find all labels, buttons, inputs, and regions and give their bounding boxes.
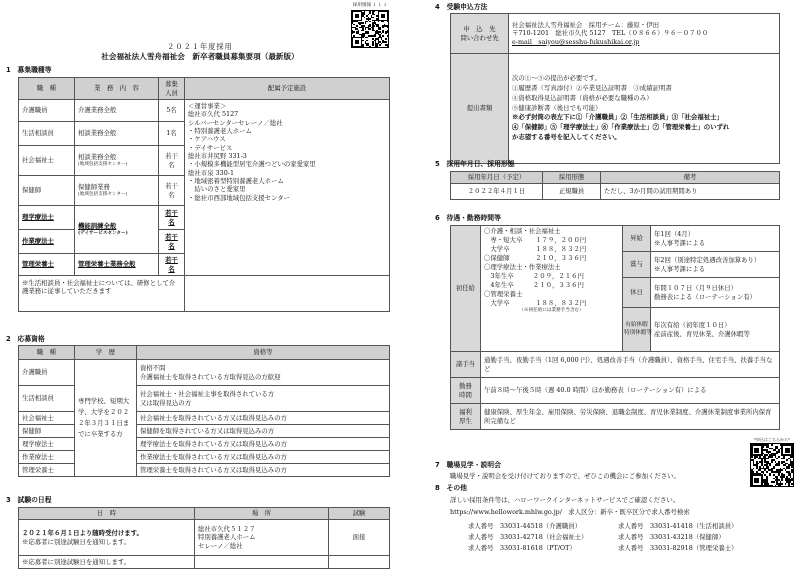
pay-line: 大学卒 １８８，８３２円 xyxy=(484,244,587,253)
job-cell: 生活相談員 xyxy=(19,122,75,146)
contact-line: 〒710-1201 総社市久代 5127 TEL（０８６６）９６－０７００ xyxy=(512,29,709,38)
qual-cell xyxy=(137,386,390,412)
pay-line: 〇保健師 ２１０，３３６円 xyxy=(484,253,587,262)
s6-heading: 6 待遇・勤務時間等 xyxy=(435,214,501,222)
qual-cell xyxy=(137,360,390,386)
s4-heading: 4 受験申込方法 xyxy=(435,3,488,11)
facility-line: ＜運営事業＞ xyxy=(188,102,227,110)
bottom-note: ※応募者に別途試験日を通知します。 xyxy=(19,556,195,569)
holiday-label: 休日 xyxy=(623,278,651,308)
qual-cell: 管理栄養士を取得されている方又は取得見込みの方 xyxy=(137,464,390,477)
exam-cell: 面接 xyxy=(329,520,390,556)
holiday-line: 年間１０７日（月９日休日） xyxy=(654,284,738,293)
place-line: セレーノ／総社 xyxy=(198,541,243,550)
col-place: 場 所 xyxy=(195,508,329,520)
contact-cell xyxy=(509,14,780,54)
qual-line: 介護福祉士を取得されている方取得見込の方歓迎 xyxy=(140,372,281,381)
date-note: ※応募者に別途試験日を通知します。 xyxy=(22,537,131,546)
facility-cell xyxy=(185,100,390,276)
work-sub: (地域包括支援センター) xyxy=(78,161,128,167)
note-cell: ただし、3か月間の試用期間あり xyxy=(601,184,780,200)
work-cell xyxy=(75,206,159,254)
col-form: 採用形態 xyxy=(543,172,601,184)
col-num: 募集人員 xyxy=(159,78,185,100)
num-cell: 若干名 xyxy=(159,176,185,206)
job-cell: 管理栄養士 xyxy=(19,464,75,477)
doc-line: ④資格取得見込証明書（資格が必要な職種のみ） xyxy=(512,93,653,102)
job-cell: 保健師 xyxy=(19,176,75,206)
date-text: ２０２１年６月１日より随時受付けます。 xyxy=(22,529,143,538)
pay-line: 4年生卒 ２１０，３３６円 xyxy=(484,280,584,289)
work-cell: 管理栄養士業務全般 xyxy=(75,254,159,276)
work-sub: (地域包括支援センター) xyxy=(78,191,128,197)
job-cell: 社会福祉士 xyxy=(19,146,75,176)
col-education: 学 歴 xyxy=(75,346,137,360)
facility-line: ・デイサービス xyxy=(188,143,233,152)
facility-line: ・ケアハウス xyxy=(188,135,226,144)
date-cell xyxy=(19,520,195,556)
num-cell: 若干名 xyxy=(159,230,185,254)
col-hire-date: 採用年月日（予定） xyxy=(451,172,543,184)
label-line: 有給休暇 xyxy=(625,322,648,329)
num-cell: 若干名 xyxy=(159,146,185,176)
hire-date-table xyxy=(450,171,780,200)
col-job: 職 種 xyxy=(19,346,75,360)
facility-line: シルバーセンターセレーノ／総社 xyxy=(188,118,283,127)
label-line: 申 込 先 xyxy=(463,25,496,34)
raise-cell xyxy=(651,226,780,252)
doc-line: ⑤健康診断書（後日でも可能） xyxy=(512,103,602,112)
qual-cell: 理学療法士を取得されている方又は取得見込みの方 xyxy=(137,438,390,451)
allowance-cell: 通勤手当、夜勤手当（1回 6,000 円）、処遇改善手当（介護職員）、資格手当、住宅手当、扶養手当など xyxy=(481,352,780,378)
pay-line: 専・短大卒 １７９，２００円 xyxy=(484,235,587,244)
job-number-row xyxy=(468,521,788,532)
job-cell: 管理栄養士 xyxy=(19,254,75,276)
job-table xyxy=(18,77,390,312)
job-number: 求人番号 33031-42718（社会福祉士） xyxy=(468,533,588,542)
facility-line: 総社市久代 5127 xyxy=(188,110,239,119)
qualification-table xyxy=(18,345,390,477)
s2-heading: 2 応募資格 xyxy=(6,335,45,343)
qual-cell: 社会福祉士を取得されている方又は取得見込みの方 xyxy=(137,412,390,425)
form-cell: 正規職員 xyxy=(543,184,601,200)
s8-heading: 8 その他 xyxy=(435,484,467,492)
job-cell: 介護職員 xyxy=(19,100,75,122)
holiday-cell xyxy=(651,278,780,308)
job-cell: 生活相談員 xyxy=(19,386,75,412)
work-text: 機能訓練全般 xyxy=(78,222,117,231)
num-cell: 5名 xyxy=(159,100,185,122)
job-number: 求人番号 33031-43218（保健師） xyxy=(618,533,725,542)
empty-cell xyxy=(185,276,390,312)
doc-line: か志望する番号を記入してください。 xyxy=(512,133,621,142)
col-job: 職 種 xyxy=(19,78,75,100)
leave-cell xyxy=(651,308,780,352)
empty-cell xyxy=(329,556,390,569)
col-date: 日 時 xyxy=(19,508,195,520)
col-exam: 試験 xyxy=(329,508,390,520)
facility-line: ・地域密着型特別養護老人ホーム xyxy=(188,176,284,185)
num-cell: 若干名 xyxy=(159,206,185,230)
job-number: 求人番号 33031-81618（PT/OT） xyxy=(468,544,576,553)
bonus-line: ※人事考課による xyxy=(654,264,706,273)
num-cell: 若干名 xyxy=(159,254,185,276)
job-cell: 作業療法士 xyxy=(19,230,75,254)
job-cell: 理学療法士 xyxy=(19,438,75,451)
job-number-row xyxy=(468,532,788,543)
s7-heading: 7 職場見学・説明会 xyxy=(435,461,501,469)
conditions-table xyxy=(450,225,780,430)
qual-cell: 保健師を取得されている方又は取得見込みの方 xyxy=(137,425,390,438)
label-line: 厚生 xyxy=(459,416,472,425)
pay-line: 3年生卒 ２０９，２１６円 xyxy=(484,271,584,280)
docs-cell xyxy=(509,54,780,164)
s5-table-wrap xyxy=(450,171,780,200)
year-title: ２０２１年度採用 xyxy=(167,42,233,51)
s7-qr-block xyxy=(748,437,796,488)
label-line: 時間 xyxy=(459,390,472,399)
raise-label: 昇給 xyxy=(623,226,651,252)
qual-line: 資格不問 xyxy=(140,364,166,373)
s1-heading: 1 募集職種等 xyxy=(6,66,52,74)
s4-table-wrap xyxy=(450,13,780,164)
place-cell xyxy=(195,520,329,556)
facility-line: 結いのさと愛家里 xyxy=(188,185,246,194)
s3-table-wrap xyxy=(18,507,390,569)
leave-line: 年次有給（初年度１０日） xyxy=(654,321,731,330)
job-number: 求人番号 33031-82918（管理栄養士） xyxy=(618,544,738,553)
label-line: 特別休暇等 xyxy=(624,329,652,336)
s1-table-wrap xyxy=(18,77,390,312)
raise-line: 年1回（4月） xyxy=(654,230,695,239)
col-qualification: 資格等 xyxy=(137,346,390,360)
contact-line: 社会福祉法人雪舟福祉会 採用チーム：藤原・伊田 xyxy=(512,21,659,29)
exam-table xyxy=(18,507,390,569)
pay-line: 大学卒 １８８，８３２円 xyxy=(484,298,587,307)
s3-heading: 3 試験の日程 xyxy=(6,496,52,504)
work-cell xyxy=(75,146,159,176)
facility-line: ・総社市西部地域包括支援センター xyxy=(188,193,290,202)
pay-note: （※初任給には業務手当含む） xyxy=(519,307,584,313)
empty-cell xyxy=(195,556,329,569)
qr-caption: *申込はこちらから* xyxy=(754,437,790,442)
facility-line: ・小規模多機能型居宅介護つどいの家愛家里 xyxy=(188,160,316,169)
work-cell: 介護業務全般 xyxy=(75,100,159,122)
application-table xyxy=(450,13,780,164)
facility-line: ・特別養護老人ホーム xyxy=(188,126,252,135)
work-sub: (デイサービスセンター) xyxy=(78,230,128,236)
work-cell xyxy=(75,176,159,206)
col-facility: 配属予定施設 xyxy=(185,78,390,100)
facility-line: 総社市井尻野 331-3 xyxy=(188,151,247,160)
job-cell: 保健師 xyxy=(19,425,75,438)
welfare-label xyxy=(451,404,481,430)
raise-line: ※人事考課による xyxy=(654,238,706,247)
label-line: 問い合わせ先 xyxy=(460,33,499,42)
main-title: 社会福祉法人雪舟福祉会 新卒者職員募集要項（最新版） xyxy=(101,52,299,61)
place-line: 特別養護老人ホーム xyxy=(198,533,256,542)
s2-table-wrap xyxy=(18,345,390,477)
doc-line: 次の①～⑤の提出が必要です。 xyxy=(512,73,601,82)
allowance-label: 諸手当 xyxy=(451,352,481,378)
welfare-cell: 健康保険、厚生年金、雇用保険、労災保険、退職金制度、育児休業制度、介護休業制度事業所内保育所完備など xyxy=(481,404,780,430)
work-text: 相談業務全般 xyxy=(78,153,117,162)
hours-cell: 午前８時〜午後５時（週 40.0 時間）ほか勤務表（ローテーション有）による xyxy=(481,378,780,404)
s8-text: 詳しい採用条件等は、ハローワークインターネットサービスでご確認ください。 xyxy=(450,496,680,504)
doc-line: ※必ず封筒の表左下に①「介護職員」②「生活相談員」③「社会福祉士」 xyxy=(512,113,723,122)
work-text: 保健師業務 xyxy=(78,183,110,192)
label-line: 勤務 xyxy=(459,382,472,391)
s5-heading: 5 採用年月日、採用形態 xyxy=(435,160,515,168)
qr-code-icon[interactable] xyxy=(750,443,794,487)
email-link[interactable]: e-mail saiyou@sesshu-fukushikai.or.jp xyxy=(512,37,640,46)
qual-cell: 作業療法士を取得されている方又は取得見込みの方 xyxy=(137,451,390,464)
bonus-line: 年2回（別途特定処遇改善加算あり） xyxy=(654,256,761,265)
qual-line: 社会福祉士・社会福祉主事を取得されている方 xyxy=(140,390,275,399)
leave-line: 産前産後、育児休業、介護休暇等 xyxy=(654,329,750,338)
doc-line: ①履歴書（写真添付）②卒業見込証明書 ③成績証明書 xyxy=(512,83,672,92)
facility-line: 総社市泉 330-1 xyxy=(188,168,235,177)
bonus-label: 賞与 xyxy=(623,252,651,278)
job-number: 求人番号 33031-41418（生活相談員） xyxy=(618,522,738,530)
job-cell: 理学療法士 xyxy=(19,206,75,230)
pay-cell xyxy=(481,226,623,352)
num-cell: 1名 xyxy=(159,122,185,146)
bonus-cell xyxy=(651,252,780,278)
doc-line: ④「保健師」⑤「理学療法士」⑥「作業療法士」⑦「管理栄養士」のいずれ xyxy=(512,123,730,132)
job-number: 求人番号 33031-44518（介護職員） xyxy=(468,522,582,530)
label-line: 福利 xyxy=(459,408,472,417)
job-number-list xyxy=(468,521,788,555)
job-number-row xyxy=(468,543,788,554)
contact-label xyxy=(451,14,509,54)
work-cell: 相談業務全般 xyxy=(75,122,159,146)
holiday-line: 勤務表による（ローテーション有） xyxy=(654,292,756,301)
pay-line: 〇理学療法士・作業療法士 xyxy=(484,262,561,271)
job-cell: 介護職員 xyxy=(19,360,75,386)
job-cell: 作業療法士 xyxy=(19,451,75,464)
job-cell: 社会福祉士 xyxy=(19,412,75,425)
pay-line: 〇管理栄養士 xyxy=(484,289,523,298)
qr-caption: 採用情報 ↓ ↓ ↓ xyxy=(352,3,388,8)
s6-table-wrap xyxy=(450,225,780,430)
s7-text: 職場見学・説明会を受け付けておりますので、ぜひこの機会にご参加ください。 xyxy=(450,472,680,480)
hire-date-cell: ２０２２年４月１日 xyxy=(451,184,543,200)
col-work: 業 務 内 容 xyxy=(75,78,159,100)
job-note: ※生活相談員・社会福祉士については、研修として介護業務に従事していただきます xyxy=(19,276,185,312)
place-line: 総社市久代５１２７ xyxy=(198,525,256,533)
hellowork-link[interactable]: https://www.hellowork.mhlw.go.jp/ 求人区分：新卒・既卒区分で求人番号検索 xyxy=(450,508,690,516)
qual-line: 又は取得見込の方 xyxy=(140,398,192,407)
col-note: 備考 xyxy=(601,172,780,184)
hours-label xyxy=(451,378,481,404)
docs-label: 提出書類 xyxy=(451,54,509,164)
pay-label: 初任給 xyxy=(451,226,481,352)
pay-line: 〇介護・相談・社会福祉士 xyxy=(484,227,561,235)
education-cell: 専門学校、短期大学、大学を２０２２年３月３１日までに卒業する方 xyxy=(75,360,137,477)
leave-label xyxy=(623,308,651,352)
